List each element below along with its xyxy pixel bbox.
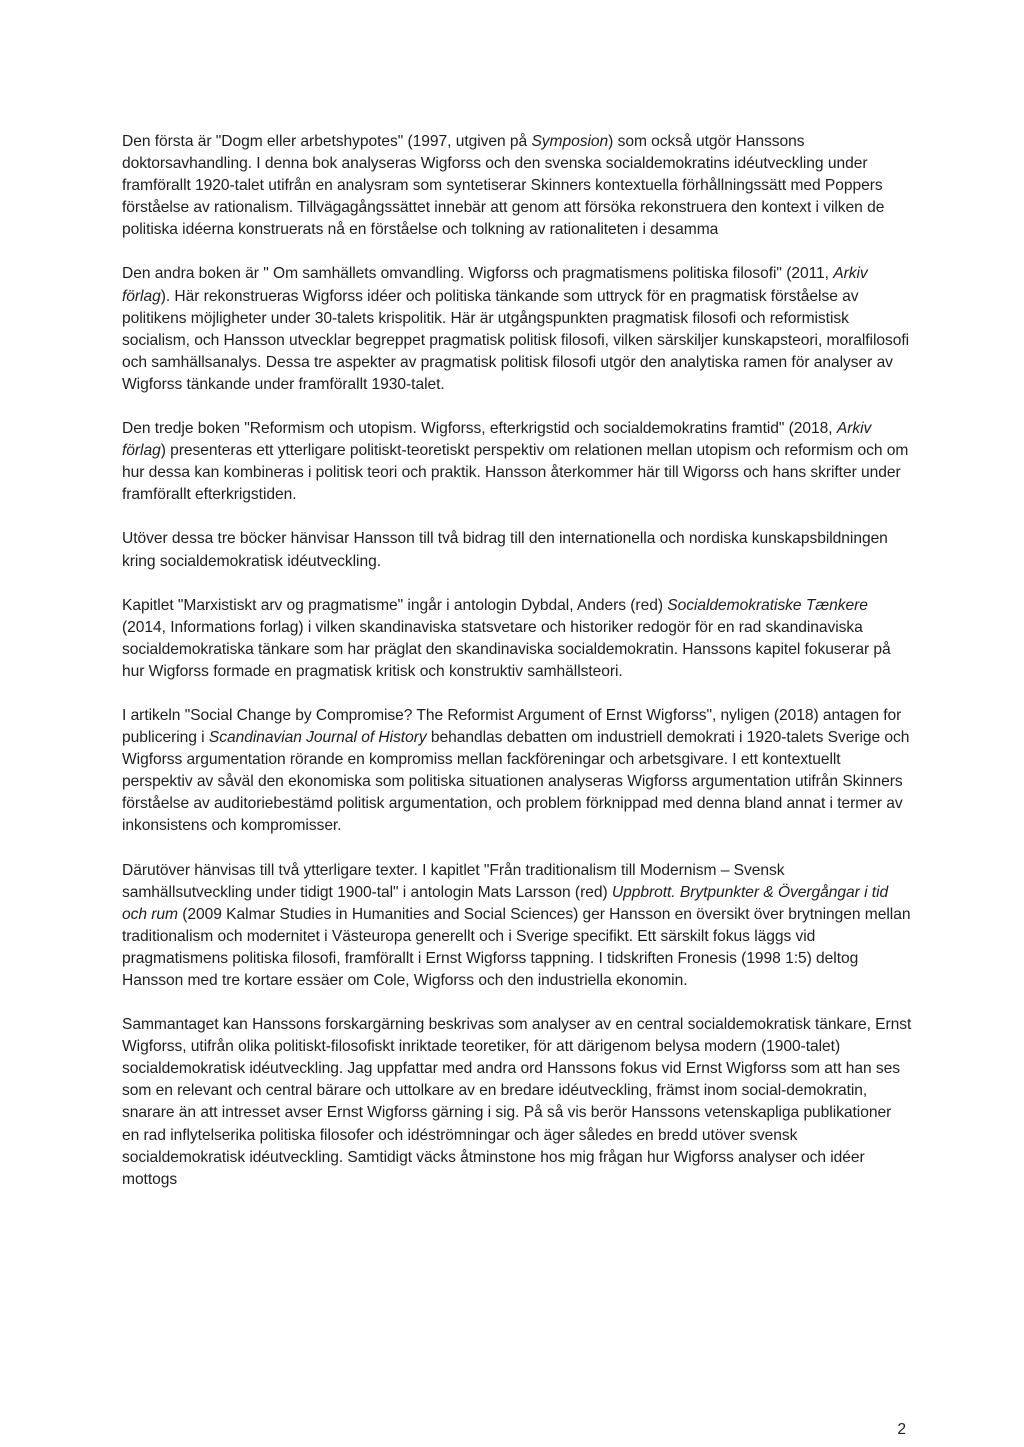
text-segment: Sammantaget kan Hanssons forskargärning beskrivas som analyser av en central socialdemokratisk tänkare, Ernst Wigforss, utifrån olika politiskt-filosofiskt inriktade teoretiker, för att därigenom belysa modern (1900-talet) socialdemokratisk idéutveckling. Jag uppfattar med andra ord Hanssons fokus vid Ernst Wigforss som att han ses som en relevant och central bärare och uttolkare av en bredare idéutveckling, främst inom social-demokratin, snarare än att intresset avser Ernst Wigforss gärning i sig. På så vis berör Hanssons vetenskapliga publikationer en rad inflytelserika politiska filosofer och idéströmningar och äger således en bredd utöver svensk socialdemokratisk idéutveckling. Samtidigt väcks åtminstone hos mig frågan hur Wigforss analyser och idéer mottogs: [122, 1016, 912, 1188]
paragraph-marxistiskt-arv: [122, 595, 912, 683]
text-segment: behandlas debatten om industriell demokrati i 1920-talets Sverige och Wigforss argumentation rörande en kompromiss mellan fackföreningar och arbetsgivare. I ett kontextuellt perspektiv av såväl den ekonomiska som politiska situationen analyseras Wigforss argumentation utifrån Skinners förståelse av auditoriebestämd politisk argumentation, och problem förknippad med denna bland annat i termer av inkonsistens och kompromisser.: [122, 729, 910, 835]
text-segment: I artikeln "Social Change by Compromise? The Reformist Argument of Ernst Wigforss", nyligen (2018) antagen for publicering i: [122, 706, 902, 747]
paragraph-reformism-och-utopism: [122, 418, 912, 506]
paragraph-two-contributions: [122, 528, 912, 572]
paragraph-om-samhallets-omvandling: [122, 263, 912, 396]
text-segment: (2014, Informations forlag) i vilken skandinaviska statsvetare och historiker redogör för en rad skandinaviska socialdemokratiska tänkare som har präglat den skandinaviska socialdemokratin. Hanssons kapitel fokuserar på hur Wigforss formade en pragmatisk kritisk och konstruktiv samhällsteori.: [122, 618, 891, 680]
paragraph-social-change-by-compromise: [122, 705, 912, 838]
paragraph-sammantaget: [122, 1014, 912, 1191]
text-segment: Den tredje boken "Reformism och utopism. Wigforss, efterkrigstid och socialdemokratins framtid" (2018,: [122, 420, 837, 438]
italic-publisher-arkiv-forlag: Arkiv förlag: [122, 420, 872, 460]
text-segment: Därutöver hänvisas till två ytterligare texter. I kapitlet "Från traditionalism till Modernism – Svensk samhällsutveckling under tidigt 1900-tal" i antologin Mats Larsson (red): [122, 861, 785, 901]
text-segment: ) presenteras ett ytterligare politiskt-teoretiskt perspektiv om relationen mellan utopism och reformism och om hur dessa kan kombineras i politisk teori och praktik. Hansson återkommer här till Wigorss och hans skrifter under framförallt efterkrigstiden.: [122, 442, 909, 504]
italic-journal-scandinavian-journal-of-history: Scandinavian Journal of History: [208, 729, 427, 747]
text-segment: Utöver dessa tre böcker hänvisar Hansson till två bidrag till den internationella och nordiska kunskapsbildningen kring socialdemokratisk idéutveckling.: [122, 530, 888, 570]
text-segment: Den första är "Dogm eller arbetshypotes" (1997, utgiven på: [122, 133, 532, 150]
italic-publisher-arkiv-forlag: Arkiv förlag: [122, 265, 868, 305]
text-segment: ). Här rekonstrueras Wigforss idéer och politiska tänkande som uttryck för en pragmatisk förståelse av politikens möjligheter under 30-talets krispolitik. Här är utgångspunkten pragmatisk filosofi och reformistisk socialism, och Hansson utvecklar begreppet pragmatisk politisk filosofi, vilken särskiljer kunskapsteori, moralfilosofi och samhällsanalys. Dessa tre aspekter av pragmatisk politisk filosofi utgör den analytiska ramen för analyser av Wigforss tänkande under framförallt 1930-talet.: [122, 287, 910, 393]
paragraph-fran-traditionalism: [122, 860, 912, 993]
text-segment: ) som också utgör Hanssons doktorsavhandling. I denna bok analyseras Wigforss och den svenska socialdemokratins idéutveckling under framförallt 1920-talet utifrån en analysram som syntetiserar Skinners kontextuella förhållningssätt med Poppers förståelse av rationalism. Tillvägagångssättet innebär att genom att försöka rekonstruera den kontext i vilken de politiska idéerna konstruerats nå en förståelse och tolkning av rationaliteten i desamma: [122, 133, 885, 239]
text-segment: Kapitlet "Marxistiskt arv og pragmatisme" ingår i antologin Dybdal, Anders (red): [122, 596, 668, 614]
italic-title-symposion: Symposion: [531, 133, 609, 150]
paragraph-dogm-eller-arbetshypotes: [122, 131, 912, 241]
document-body: [122, 131, 912, 1213]
italic-title-socialdemokratiske-taenkere: Socialdemokratiske Tænkere: [667, 596, 868, 614]
page-number: 2: [897, 1421, 906, 1438]
italic-title-uppbrott: Uppbrott. Brytpunkter & Övergångar i tid och rum: [122, 883, 889, 923]
text-segment: Den andra boken är " Om samhällets omvandling. Wigforss och pragmatismens politiska filosofi" (2011,: [122, 265, 834, 283]
text-segment: (2009 Kalmar Studies in Humanities and Social Sciences) ger Hansson en översikt över brytningen mellan traditionalism och modernitet i Västeuropa generellt och i Sverige specifikt. Ett särskilt fokus läggs vid pragmatismens politiska filosofi, framförallt i Ernst Wigforss tappning. I tidskriften Fronesis (1998 1:5) deltog Hansson med tre kortare essäer om Cole, Wigforss och den industriella ekonomin.: [122, 905, 911, 989]
